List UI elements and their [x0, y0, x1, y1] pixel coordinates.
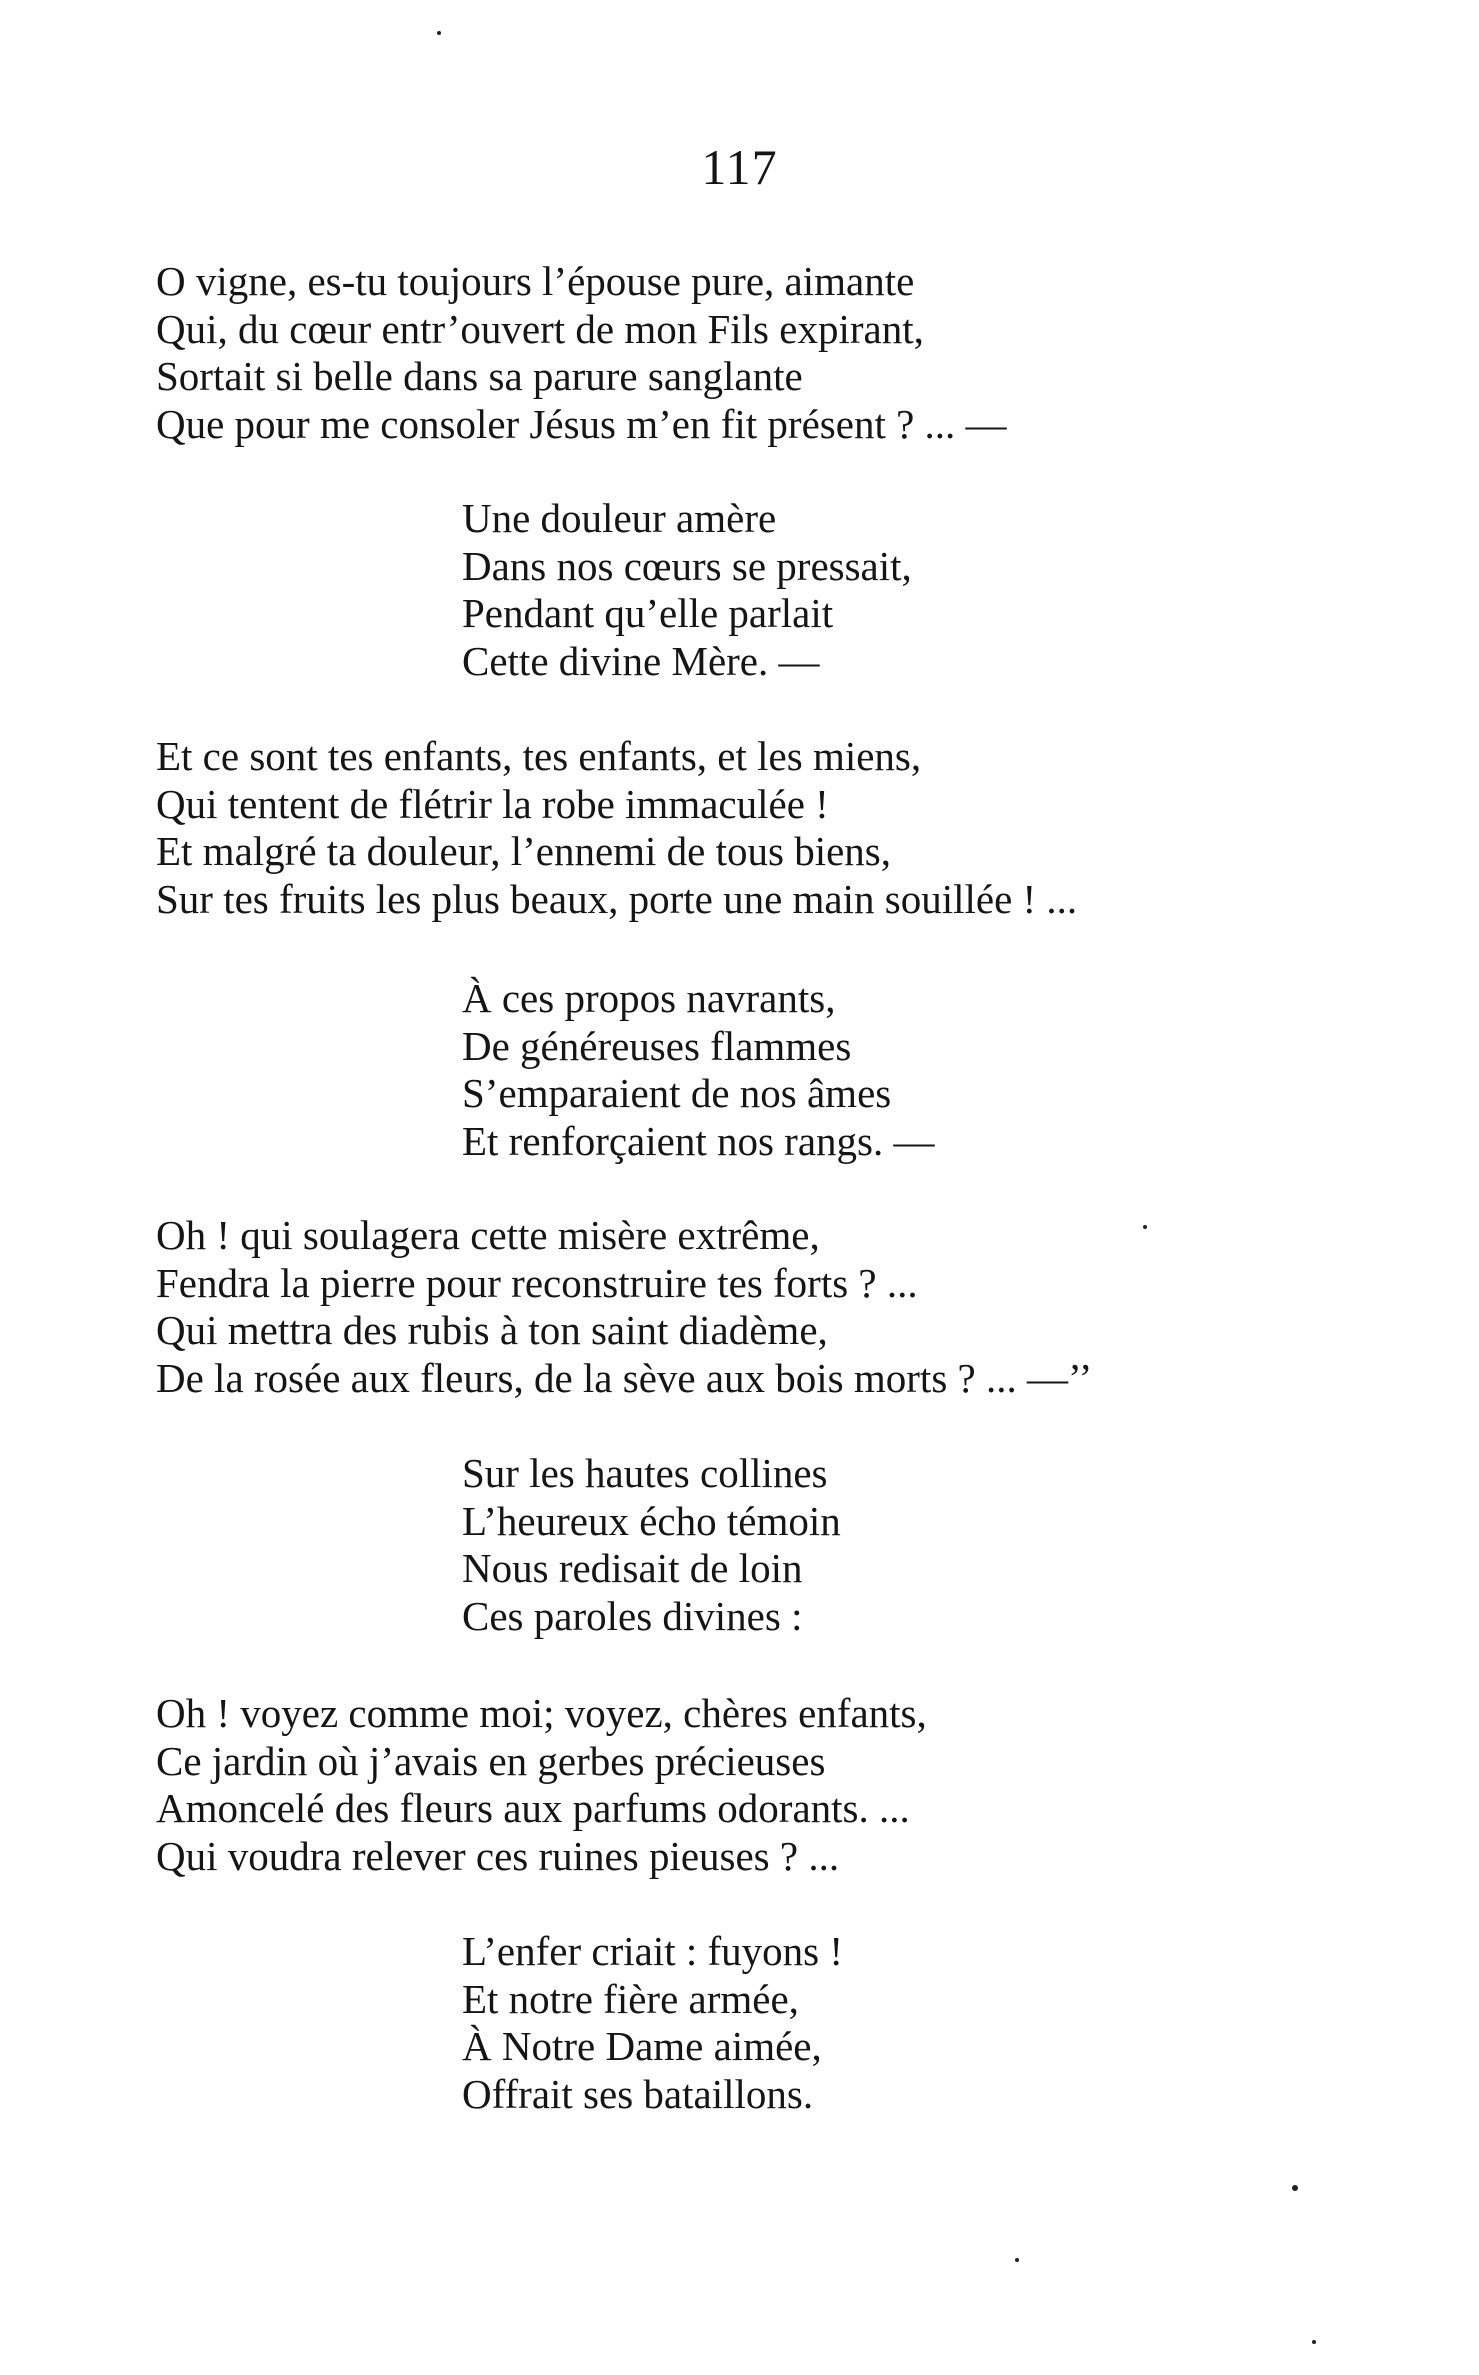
verse-line: De la rosée aux fleurs, de la sève aux bois morts ? ... —’’ [156, 1354, 1093, 1401]
verse-line: Pendant qu’elle parlait [462, 590, 834, 636]
stanza-2 [462, 495, 912, 685]
ink-speck [1312, 2340, 1316, 2344]
ink-speck [1292, 2185, 1298, 2191]
verse-line: Et notre fière armée, [462, 1975, 799, 2022]
verse-line: Qui, du cœur entr’ouvert de mon Fils expirant, [156, 305, 924, 352]
verse-line: Sortait si belle dans sa parure sanglante [156, 353, 803, 399]
verse-line: Oh ! qui soulagera cette misère extrême, [156, 1212, 820, 1258]
stanza-6 [462, 1450, 841, 1640]
verse-line: Nous redisait de loin [462, 1545, 803, 1591]
page-number: 117 [701, 139, 778, 195]
verse-line: Fendra la pierre pour reconstruire tes forts ? ... [156, 1259, 918, 1306]
stanza-4 [462, 975, 934, 1165]
verse-line: Et malgré ta douleur, l’ennemi de tous biens, [156, 828, 892, 874]
stanza-7 [156, 1690, 927, 1880]
verse-line: O vigne, es-tu toujours l’épouse pure, aimante [156, 258, 915, 304]
verse-line: Qui tentent de flétrir la robe immaculée ! [156, 780, 829, 827]
stanza-3 [156, 733, 1077, 923]
ink-speck [437, 31, 441, 35]
verse-line: Oh ! voyez comme moi; voyez, chères enfants, [156, 1690, 927, 1736]
stanza-5 [156, 1212, 1092, 1402]
ink-speck [1015, 2258, 1019, 2262]
verse-line: Une douleur amère [462, 495, 777, 541]
verse-line: Qui mettra des rubis à ton saint diadème, [156, 1307, 828, 1353]
verse-line: Sur les hautes collines [462, 1450, 828, 1496]
verse-line: S’emparaient de nos âmes [462, 1070, 892, 1116]
verse-line: Dans nos cœurs se pressait, [462, 542, 912, 589]
verse-line: L’heureux écho témoin [462, 1497, 841, 1544]
verse-line: Amoncelé des fleurs aux parfums odorants. ... [156, 1785, 910, 1831]
ink-speck [1143, 1225, 1147, 1229]
verse-line: Que pour me consoler Jésus m’en fit présent ? ... — [156, 400, 1007, 447]
verse-line: De généreuses flammes [462, 1022, 852, 1069]
verse-line: À Notre Dame aimée, [462, 2023, 822, 2069]
verse-line: Sur tes fruits les plus beaux, porte une main souillée ! ... [156, 875, 1078, 922]
verse-line: Ces paroles divines : [462, 1592, 803, 1639]
verse-line: Et ce sont tes enfants, tes enfants, et les miens, [156, 733, 922, 779]
verse-line: Qui voudra relever ces ruines pieuses ? ... [156, 1832, 840, 1879]
verse-line: L’enfer criait : fuyons ! [462, 1928, 844, 1974]
verse-line: Ce jardin où j’avais en gerbes précieuses [156, 1737, 826, 1784]
verse-line: Et renforçaient nos rangs. — [462, 1117, 935, 1164]
verse-line: Cette divine Mère. — [462, 637, 820, 684]
stanza-1 [156, 258, 1007, 448]
verse-line: À ces propos navrants, [462, 975, 836, 1021]
verse-line: Offrait ses bataillons. [462, 2070, 814, 2117]
stanza-8 [462, 1928, 843, 2118]
